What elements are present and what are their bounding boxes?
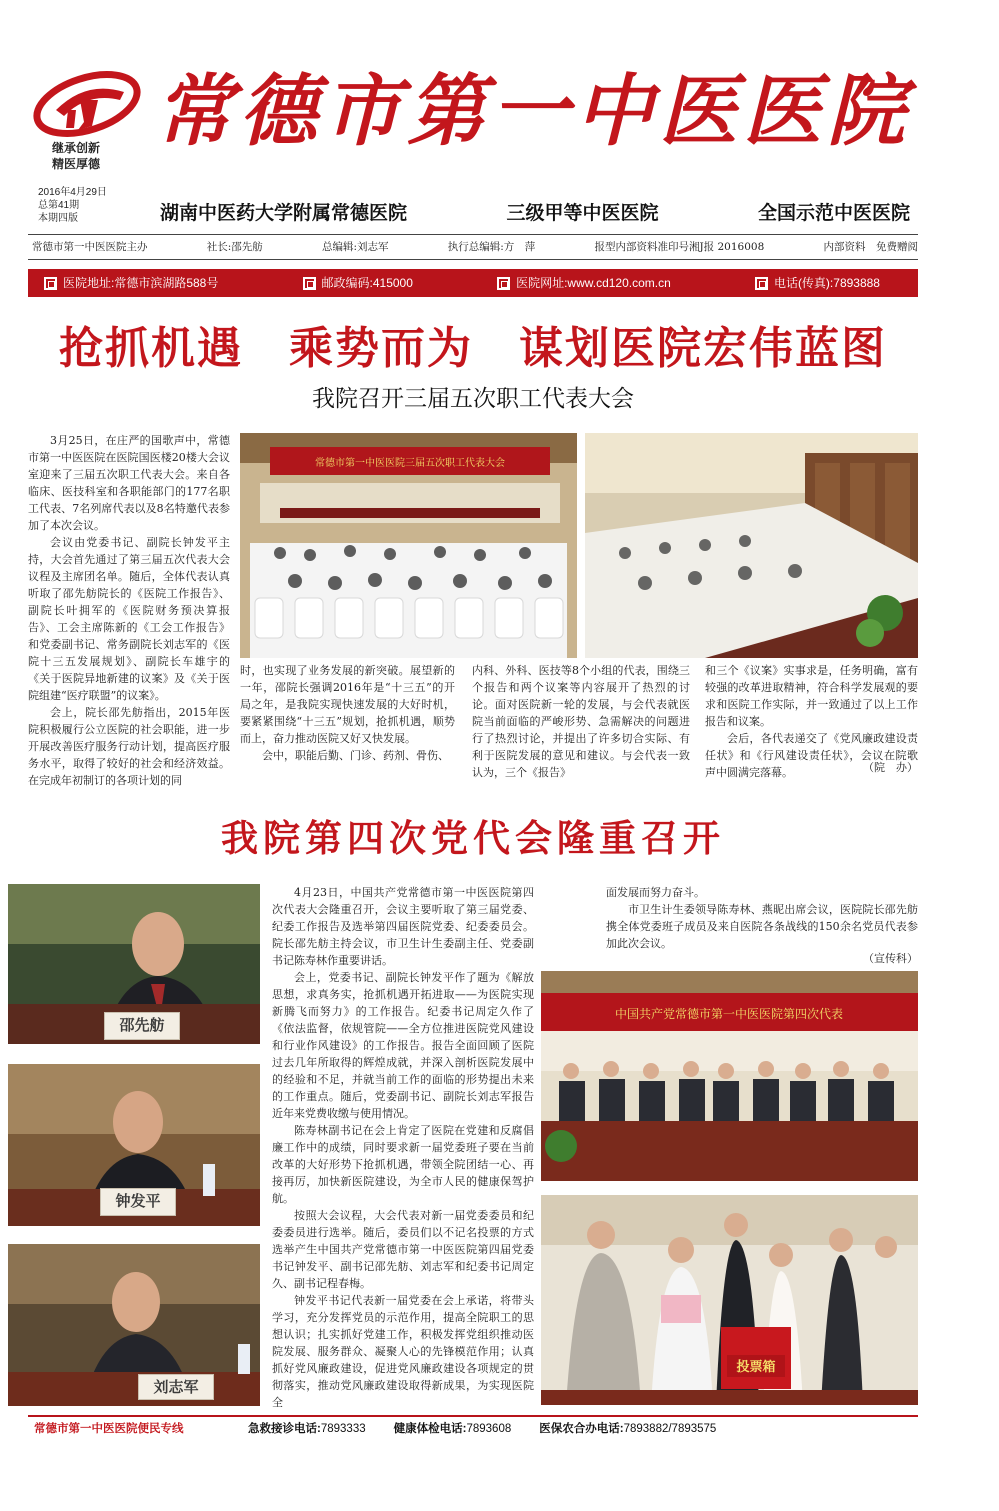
- photo-party-congress: [541, 971, 918, 1181]
- footer-checkup: 健康体检电话:7893608: [393, 1423, 512, 1435]
- staff-publisher: 常德市第一中医医院主办: [32, 241, 148, 253]
- article1-subheadline: 我院召开三届五次职工代表大会: [312, 386, 634, 412]
- staff-row: [32, 240, 918, 254]
- footer-hotline: 常德市第一中医医院便民专线: [34, 1423, 184, 1435]
- staff-exec-editor: 执行总编辑:方 萍: [447, 241, 536, 253]
- masthead-subtitles: [160, 202, 910, 226]
- subtitle-grade: 三级甲等中医医院: [506, 203, 659, 224]
- staff-free: 内部资料 免费赠阅: [823, 241, 918, 253]
- article2-col-mid: 4月23日，中国共产党常德市第一中医医院第四次代表大会隆重召开，会议主要听取了第三届党委、纪委工作报告及选举第四届医院党委、纪委委员会。院长邵先舫主持会议，市卫生计生委副主任、党委副书记陈寿林作重要讲话。 会上，党委书记、副院长钟发平作了题为《解放思想，求真务实，抢抓机遇开拓进取——为医院实现新腾飞而努力》的工作报告。纪委书记周定久作了《依法监督，依规管院——全方位推进医院党风建设和行业作风建设》的工作报告。报告全面回顾了医院过去几年所取得的辉煌成就，并深入剖析医院发展中的经验和不足，并就当前工作的面临的形势提出未来的工作重点。随后，党委副书记、副院长刘志军报告近年来党费收缴与使用情况。 陈寿林副书记在会上肯定了医院在党建和反腐倡廉工作中的成绩，同时要求新一届党委班子要在当前改革的大好形势下抢抓机遇，带领全院团结一心、再接再厉，加快新医院建设，为全市人民的健康保驾护航。 按照大会议程，大会代表对新一届党委委员和纪委委员进行选举。随后，委员们以不记名投票的方式选举产生中国共产党常德市第一中医医院第四届党委书记钟发平、副书记邵先舫、刘志军和纪委书记周定久、副书记程春梅。 钟发平书记代表新一届党委在会上承诺，将带头学习，充分发挥党员的示范作用，提高全院职工的思想认识；扎实抓好党建工作，积极发挥党组织推动医院发展、服务群众、凝聚人心的先锋模范作用；认真抓好党风廉政建设，促进党风廉政建设各项规定的贯彻落实，推动党风廉政建设取得新成果，为实现医院全: [272, 886, 534, 1409]
- footer: [28, 1419, 918, 1439]
- info-bar: [28, 269, 918, 297]
- issue-date: 2016年4月29日: [38, 187, 107, 198]
- info-address: 医院地址:常德市滨湖路588号: [44, 269, 218, 297]
- photo-speaker-3: [8, 1244, 260, 1406]
- article1-byline: （院 办）: [863, 761, 918, 774]
- staff-permit: 报型内部资料准印号湘J报 2016008: [594, 241, 765, 253]
- article1-col1: 3月25日，在庄严的国歌声中，常德市第一中医医院在医院国医楼20楼大会议室迎来了三届五次职工代表大会。来自各临床、医技科室和各职能部门的177名职工代表、7名列席代表以及8名特邀代表参加了本次会议。 会议由党委书记、副院长钟发平主持，大会首先通过了第三届五次代表大会议程及主席团名单。随后，全体代表认真听取了邵先舫院长的《医院工作报告》、副院长叶拥军的《医院财务预决算报告》、工会主席陈新的《工会工作报告》和党委副书记、常务副院长刘志军的《医院十三五发展规划》、副院长车雄宇的《关于医院异地新建的议案》及《关于医院组建“医疗联盟”的议案》。 会上，院长邵先舫指出，2015年医院积极履行公立医院的社会职能，进一步开展改善医疗服务行动计划，提高医疗服务水平，取得了较好的社会和经济效益。在完成年初制订的各项计划的同: [28, 434, 230, 787]
- square-bullet-icon: [755, 277, 768, 290]
- square-bullet-icon: [497, 277, 510, 290]
- subtitle-affiliation: 湖南中医药大学附属常德医院: [160, 203, 408, 224]
- footer-emergency: 急救接诊电话:7893333: [248, 1423, 366, 1435]
- staff-editor: 总编辑:刘志军: [321, 241, 389, 253]
- staff-president: 社长:邵先舫: [206, 241, 263, 253]
- divider: [28, 234, 918, 235]
- name-card: 刘志军: [138, 1374, 214, 1400]
- photo-voting: [541, 1195, 918, 1405]
- info-postcode: 邮政编码:415000: [303, 269, 413, 297]
- article2-col-right: 面发展而努力奋斗。 市卫生计生委领导陈寿林、燕昵出席会议，医院院长邵先舫携全体党委班子成员及来自医院各条战线的150余名党员代表参加此次会议。: [606, 886, 918, 950]
- name-card: 钟发平: [100, 1188, 176, 1216]
- footer-rule: [28, 1415, 918, 1417]
- square-bullet-icon: [303, 277, 316, 290]
- issue-total: 总第41期: [38, 200, 80, 211]
- photo-speaker-1: [8, 884, 260, 1044]
- photo-congress-side: [585, 433, 918, 658]
- photo-congress-hall: [240, 433, 577, 658]
- article2-byline: （宣传科）: [863, 952, 918, 965]
- article2-headline: 我院第四次党代会隆重召开: [221, 817, 725, 860]
- issue-info: [38, 186, 158, 225]
- footer-insurance: 医保农合办电话:7893882/7893575: [539, 1423, 717, 1435]
- photo-speaker-2: [8, 1064, 260, 1226]
- name-card: 邵先舫: [104, 1012, 180, 1040]
- info-website: 医院网址:www.cd120.com.cn: [497, 269, 671, 297]
- motto: 继承创新 精医厚德: [52, 141, 101, 171]
- divider: [28, 259, 918, 260]
- banner-text: 常德市第一中医医院三届五次职工代表大会: [315, 458, 505, 469]
- article1-col3: 内科、外科、医技等8个小组的代表，围绕三个报告和两个议案等内容展开了热烈的讨论。面对医院新一轮的发展，与会代表就医院当前面临的严峻形势、急需解决的问题进行了热烈讨论，并提出了许多切合实际、有利于医院发展的意见和建议。与会代表一致认为，三个《报告》: [472, 664, 690, 779]
- square-bullet-icon: [44, 277, 57, 290]
- ballot-box-label: 投票箱: [736, 1360, 776, 1375]
- subtitle-model: 全国示范中医医院: [757, 203, 910, 224]
- article1-headline: 抢抓机遇 乘势而为 谋划医院宏伟蓝图: [59, 323, 887, 374]
- info-phone: 电话(传真):7893888: [755, 269, 880, 297]
- banner-text: 中国共产党常德市第一中医医院第四次代表: [614, 1007, 844, 1021]
- article1-col2: 时，也实现了业务发展的新突破。展望新的一年，邵院长强调2016年是“十三五”的开局之年，是我院实现快速发展的大好时机，要紧紧围绕“十三五”规划，抢抓机遇，顺势而上，奋力推动医院又好又快发展。 会中，职能后勤、门诊、药剂、骨伤、: [240, 664, 455, 762]
- issue-pages: 本期四版: [38, 213, 78, 224]
- hospital-logo: [28, 70, 146, 136]
- article1-col4: 和三个《议案》实事求是，任务明确，富有较强的改革进取精神，符合科学发展观的要求和医院工作实际，并一致通过了以上工作报告和议案。 会后，各代表递交了《党风廉政建设责任状》和《行风建设责任状》，会议在院歌声中圆满完落幕。: [705, 664, 918, 779]
- paper-title: 常德市第一中医医院: [155, 66, 912, 157]
